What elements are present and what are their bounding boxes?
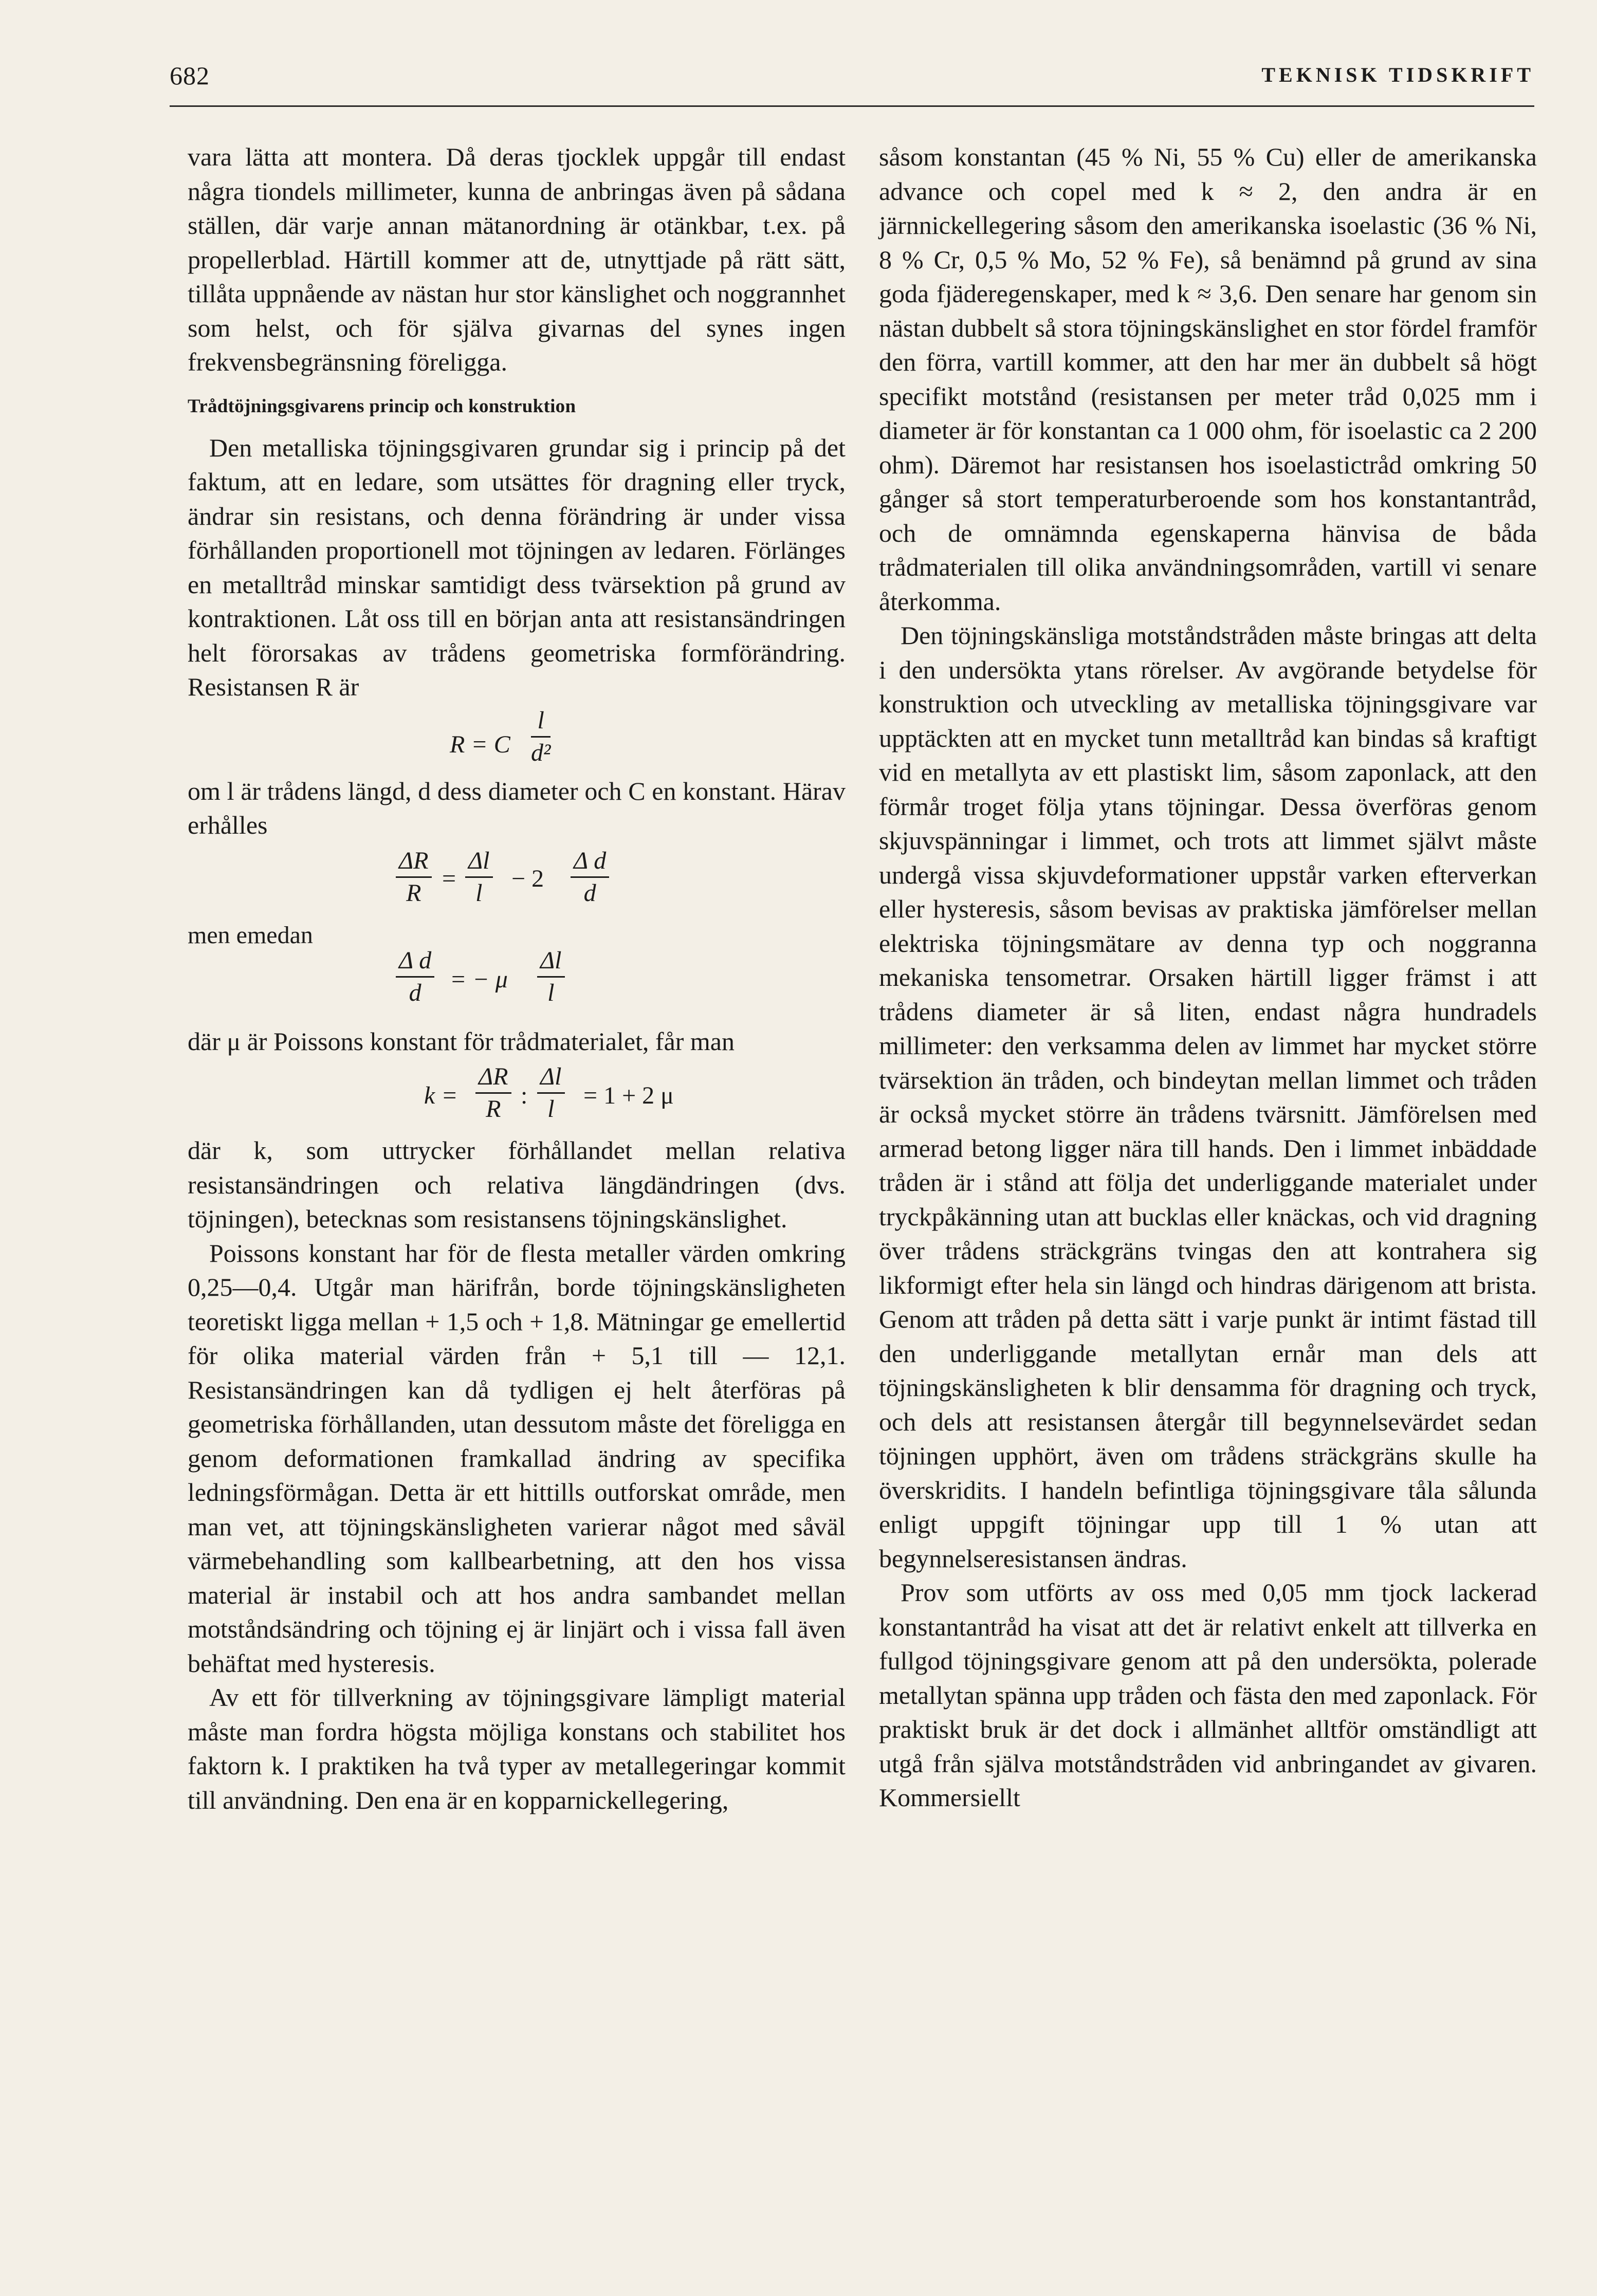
equation-rhs: = 1 + 2 μ [583,1082,674,1109]
fraction [465,849,493,906]
denominator: R [406,879,421,907]
numerator: ΔR [475,1064,511,1094]
fraction [396,849,432,906]
paragraph: Den metalliska töjningsgivaren grundar sig i princip på det faktum, att en ledare, som utsättes för dragning eller tryck, ändrar sin resistans, och denna förändring är under vissa förhållanden proportionell mot töjningen av ledaren. Förlänges en metalltråd minskar samtidigt dess tvärsektion på grund av kontraktionen. Låt oss till en början anta att resistansändringen helt förorsakas av trådens geometriska formförändring. Resistansen R är [188,433,846,701]
colon: : [521,1082,528,1109]
paragraph: Den töjningskänsliga motståndstråden måste bringas att delta i den undersökta ytans rörelser. Av avgörande betydelse för konstruktion och utveckling av metalliska töjningsgivare var upptäckten att en mycket tunn metalltråd kan bindas så kraftigt vid en metallyta av ett plastiskt lim, såsom zaponlack, att den förmår troget följa ytans töjningar. Dessa överföras genom skjuvspänningar i limmet, och trots att limmet självt måste undergå vissa skjuvdeformationer uppstår varken efterverkan eller hysteresis, såsom bevisas av praktiska jämförelser mellan elektriska töjningsmätare av denna typ och noggranna mekaniska tensometrar. Orsaken härtill ligger främst i att trådens diameter är så liten, endast några hundradels millimeter: den verksamma delen av limmet har mycket större tvärsektion än tråden, och bindeytan mellan limmet och tråden är också mycket större än trådens tvärsnitt. Jämförelsen med armerad betong ligger nära till hands. Den i limmet inbäddade tråden är i stånd att följa det underliggande materialet under tryckpåkänning utan att bucklas eller knäckas, och vid dragning över trådens sträckgräns tvingas den att kontrahera sig likformigt efter hela sin längd och hindras därigenom att brista. Genom att tråden på detta sätt i varje punkt är intimt fästad till den underliggande metallytan ernår man dels att töjningskänsligheten k blir densamma för dragning och tryck, och dels att resistansen återgår till begynnelsevärdet sedan töjningen upphört, även om trådens sträckgräns skulle ha överskridits. I handeln befintliga töjningsgivare tåla sålunda enligt uppgift töjningar upp till 1 % utan att begynnelseresistansen ändras. [879,621,1537,1573]
fraction [537,1064,565,1122]
denominator: d² [531,739,551,766]
men-emedan-text: men emedan [188,921,313,949]
denominator: R [486,1095,501,1123]
equation-resistance [188,708,846,770]
fraction [475,1064,511,1122]
paragraph: Av ett för tillverkning av töjningsgivare lämpligt material måste man fordra högsta möjliga konstans och stabilitet hos faktorn k. I praktiken ha två typer av metallegeringar kommit till användning. Den ena är en kopparnickellegering, [188,1683,846,1814]
paragraph: Prov som utförts av oss med 0,05 mm tjock lackerad konstantantråd ha visat att det är relativt enkelt att tillverka en fullgod töjningsgivare genom att på den undersökta, polerade metallytan spänna upp tråden och fästa den med zaponlack. För praktiskt bruk är det dock i allmänhet alltför omständligt att utgå från själva motståndstråden vid anbringandet av givaren. Kommersiellt [879,1578,1537,1812]
numerator: Δl [465,849,493,878]
equation-middle: = − μ [450,965,508,993]
equation-lhs: k = [424,1082,458,1109]
fraction [531,708,550,765]
paragraph: vara lätta att montera. Då deras tjocklek uppgår till endast några tiondels millimeter, kunna de anbringas även på sådana ställen, där varje annan mätanordning är otänkbar, t.ex. på propellerblad. Härtill kommer att de, utnyttjade på rätt sätt, tillåta uppnående av nästan hur stor känslighet och noggrannhet som helst, och för själva givarnas del synes ingen frekvensbegränsning föreligga. [188,142,846,376]
equation-poisson-relation [188,917,846,1006]
equation-relative-change [188,847,846,913]
fraction [537,948,565,1005]
header-rule [170,105,1534,107]
numerator: Δ d [396,948,434,978]
paragraph: där k, som uttrycker förhållandet mellan relativa resistansändringen och relativa längdändringen (dvs. töjningen), betecknas som resistansens töjningskänslighet. [188,1136,846,1233]
numerator: Δl [537,948,565,978]
fraction [396,948,434,1005]
right-column [879,140,1537,1815]
equation-lhs: R = C [450,730,510,758]
numerator: l [531,708,550,738]
equals-sign: = [442,865,456,892]
journal-title: TEKNISK TIDSKRIFT [1261,63,1534,86]
paragraph: såsom konstantan (45 % Ni, 55 % Cu) eller de amerikanska advance och copel med k ≈ 2, den andra är en järnnickellegering såsom den amerikanska isoelastic (36 % Ni, 8 % Cr, 0,5 % Mo, 52 % Fe), så benämnd på grund av sina goda fjäderegenskaper, med k ≈ 3,6. Den senare har genom sin nästan dubbelt så stora töjningskänslighet en stor fördel framför den förra, vartill kommer, att den har mer än dubbelt så högt specifikt motstånd (resistansen per meter tråd 0,025 mm i diameter är för konstantan ca 1 000 ohm, för isoelastic ca 2 200 ohm). Däremot har resistansen hos isoelastictråd omkring 50 gånger så stort temperaturberoende som hos konstantantråd, och de omnämnda egenskaperna hänvisa de båda trådmaterialen till olika användningsområden, vartill vi senare återkomma. [879,142,1537,616]
equation-gauge-factor [188,1062,846,1129]
fraction [571,849,609,906]
numerator: Δ d [571,849,609,878]
minus-term: − 2 [511,865,544,892]
denominator: l [547,1095,555,1123]
denominator: l [475,879,483,907]
numerator: Δl [537,1064,565,1094]
page-header [170,57,1534,103]
denominator: d [409,979,421,1006]
numerator: ΔR [396,849,432,878]
section-heading: Trådtöjningsgivarens princip och konstruktion [188,395,576,417]
denominator: l [547,979,555,1006]
paragraph: där μ är Poissons konstant för trådmaterialet, får man [188,1026,735,1056]
page-number: 682 [170,61,210,90]
paragraph: om l är trådens längd, d dess diameter och C en konstant. Härav erhålles [188,776,846,839]
paragraph: Poissons konstant har för de flesta metaller värden omkring 0,25—0,4. Utgår man härifrån, borde töjningskänsligheten teoretiskt ligga mellan + 1,5 och + 1,8. Mätningar ge emellertid för olika material värden från + 5,1 till — 12,1. Resistansändringen kan då tydligen ej helt återföras på geometriska förhållanden, utan dessutom måste det föreligga en genom deformationen framkallad ändring av specifika ledningsförmågan. Detta är ett hittills outforskat område, men man vet, att töjningskänsligheten varierar något med såväl värmebehandling som kallbearbetning, att den hos vissa material är instabil och att hos andra sambandet mellan motståndsändring och töjning ej är linjärt och i vissa fall även behäftat med hysteresis. [188,1238,846,1678]
left-column [188,140,846,1817]
denominator: d [583,879,596,907]
